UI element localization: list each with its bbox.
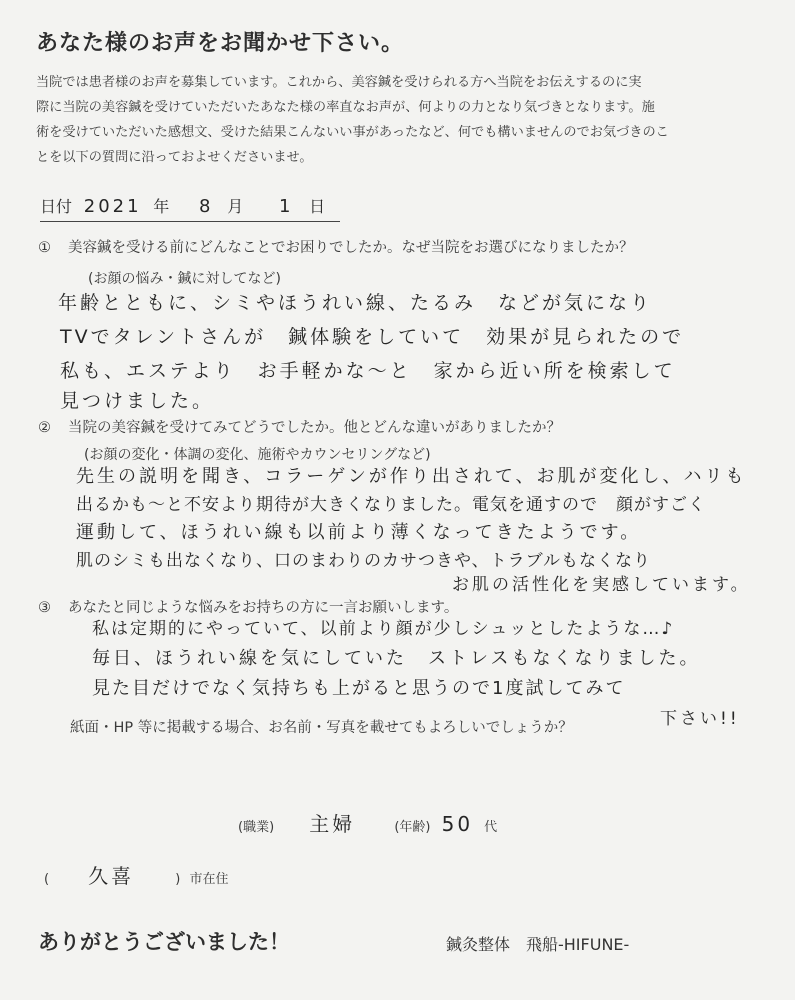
occupation-value: 主婦	[309, 812, 356, 836]
answer-3-line: 私は定期的にやっていて、以前より顔が少しシュッとしたような…♪	[92, 619, 675, 639]
answer-2-line: 出るかも～と不安より期待が大きくなりました。電気を通すので 顔がすごく	[76, 495, 706, 515]
answer-1-line: 年齢とともに、シミやほうれい線、たるみ などが気になり	[58, 292, 653, 314]
thanks-message: ありがとうございました！	[38, 930, 290, 954]
intro-text	[36, 70, 766, 170]
age-value: 50	[441, 812, 474, 836]
date-label: 日付	[40, 197, 73, 216]
profile-row	[238, 808, 497, 837]
occupation-label: (職業)	[238, 820, 275, 835]
question-text: あなたと同じような悩みをお持ちの方に一言お願いします。	[68, 600, 459, 616]
answer-1-line: 見つけました。	[60, 390, 215, 412]
question-1-hint: (お顔の悩み・鍼に対してなど)	[88, 271, 281, 287]
clinic-name: 鍼灸整体 飛船-HIFUNE-	[446, 935, 630, 954]
date-year: 2021	[83, 196, 142, 217]
intro-line: 術を受けていただいた感想文、受けた結果こんないい事があったなど、何でも構いませんのでお気づきのこ	[36, 125, 669, 140]
city-suffix: 市在住	[189, 872, 229, 887]
age-label: (年齢)	[394, 820, 431, 835]
answer-3-line: 見た目だけでなく気持ちも上がると思うので1度試してみて	[92, 678, 626, 699]
date-month: 8	[199, 196, 214, 217]
page-title: あなた様のお声をお聞かせ下さい。	[36, 31, 405, 56]
intro-line: 際に当院の美容鍼を受けていただいたあなた様の率直なお声が、何よりの力となり気づきとなります。施	[36, 100, 655, 115]
intro-line: とを以下の質問に沿っておよせくださいませ。	[36, 150, 313, 165]
city-close-paren: )	[175, 872, 181, 887]
city-open-paren: (	[44, 872, 50, 887]
date-year-unit: 年	[153, 197, 170, 216]
question-2-hint: (お顔の変化・体調の変化、施術やカウンセリングなど)	[84, 447, 431, 463]
answer-2-line: 肌のシミも出なくなり、口のまわりのカサつきや、トラブルもなくなり	[76, 551, 651, 571]
question-text: 当院の美容鍼を受けてみてどうでしたか。他とどんな違いがありましたか？	[68, 420, 561, 436]
question-text: 美容鍼を受ける前にどんなことでお困りでしたか。なぜ当院をお選びになりましたか？	[68, 240, 634, 256]
city-value: 久喜	[88, 864, 135, 888]
question-number: ③	[38, 600, 51, 616]
intro-line: 当院では患者様のお声を募集しています。これから、美容鍼を受けられる方へ当院をお伝えするのに実	[36, 75, 642, 90]
question-2	[38, 416, 561, 437]
answer-1-line: 私も、エステより お手軽かな～と 家から近い所を検索して	[60, 360, 676, 382]
answer-1-line: TVでタレントさんが 鍼体験をしていて 効果が見られたので	[60, 326, 685, 348]
consent-question: 紙面・HP 等に掲載する場合、お名前・写真を載せてもよろしいでしょうか？	[70, 720, 573, 736]
city-row	[44, 860, 228, 889]
question-number: ②	[38, 420, 51, 436]
date-day-unit: 日	[309, 197, 326, 216]
answer-3-line: 下さい!!	[660, 709, 740, 729]
question-1	[38, 236, 634, 257]
date-line	[40, 194, 340, 222]
age-unit: 代	[484, 820, 498, 835]
date-day: 1	[278, 196, 294, 217]
date-month-unit: 月	[227, 197, 244, 216]
answer-3-line: 毎日、ほうれい線を気にしていた ストレスもなくなりました。	[92, 648, 701, 669]
answer-2-line: 運動して、ほうれい線も以前より薄くなってきたようです。	[76, 522, 642, 543]
answer-2-line: 先生の説明を聞き、コラーゲンが作り出されて、お肌が変化し、ハリも	[76, 466, 747, 487]
question-number: ①	[38, 240, 51, 256]
answer-2-line: お肌の活性化を実感しています。	[452, 575, 751, 595]
